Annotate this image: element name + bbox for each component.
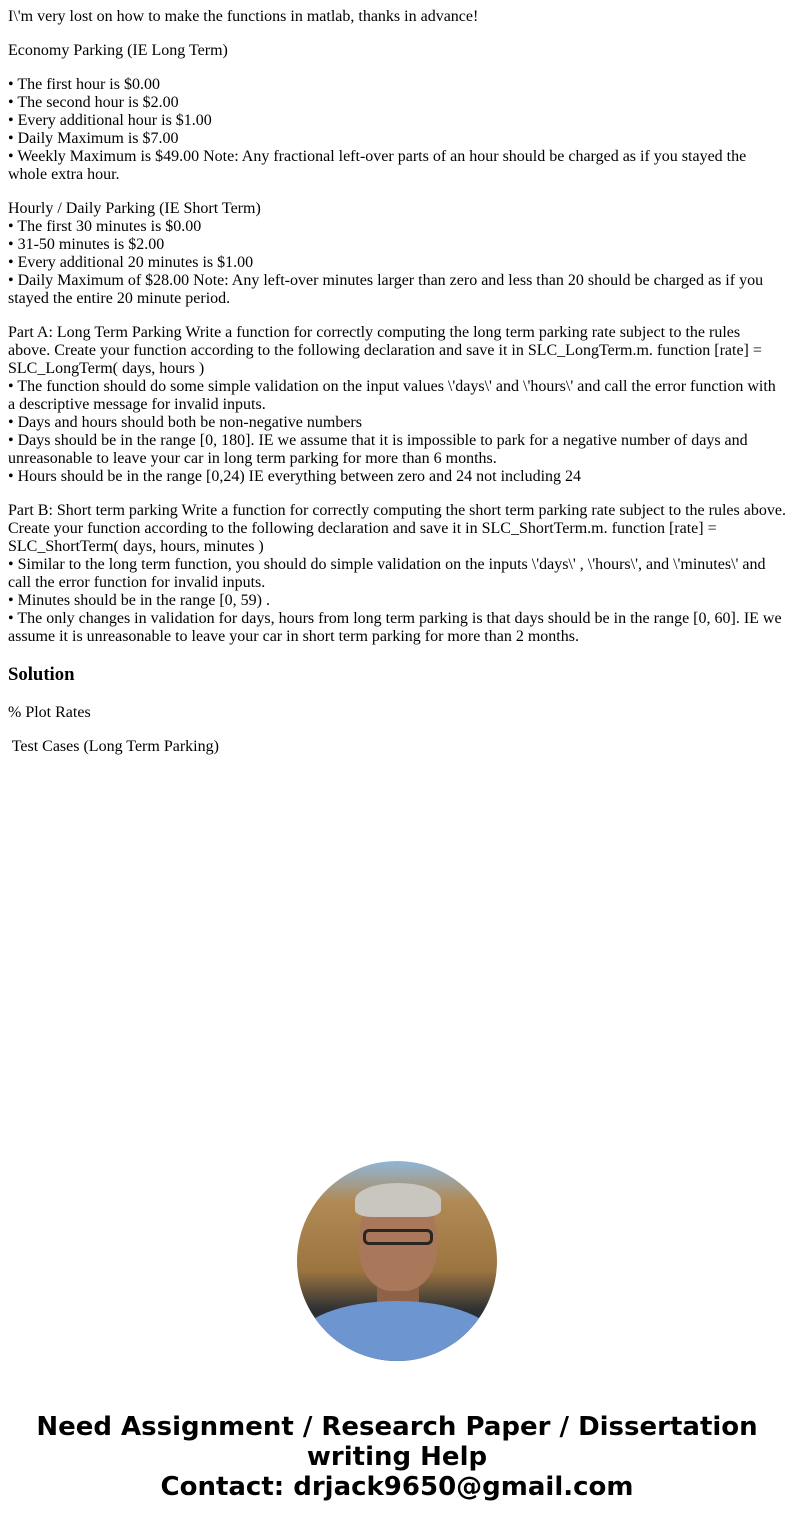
rule: • Minutes should be in the range [0, 59) . [8, 592, 270, 609]
part-a [8, 324, 786, 486]
part-a-text: Part A: Long Term Parking Write a function for correctly computing the long term parking rate subject to the rules above. Create your function according to the following declaration and save it in SLC_LongTerm.m. function [rate] = SLC_LongTerm( days, hours ) [8, 324, 762, 377]
rule: • The only changes in validation for days, hours from long term parking is that days should be in the range [0, 60]. IE we assume it is unreasonable to leave your car in short term parking for more than 2 months. [8, 610, 782, 645]
hourly-title: Hourly / Daily Parking (IE Short Term) [8, 200, 261, 217]
rule: • The second hour is $2.00 [8, 94, 179, 111]
rule: • The function should do some simple validation on the input values \'days\' and \'hours\' and call the error function with a descriptive message for invalid inputs. [8, 378, 776, 413]
contact-footer [0, 1412, 794, 1502]
rule: • Every additional 20 minutes is $1.00 [8, 254, 254, 271]
rule: • Daily Maximum of $28.00 Note: Any left-over minutes larger than zero and less than 20 should be charged as if you stayed the entire 20 minute period. [8, 272, 764, 307]
footer-headline: Need Assignment / Research Paper / Dissertation writing Help [36, 1412, 758, 1472]
rule: • 31-50 minutes is $2.00 [8, 236, 165, 253]
avatar-shirt [297, 1301, 497, 1361]
economy-title: Economy Parking (IE Long Term) [8, 42, 228, 59]
rule: • Hours should be in the range [0,24) IE everything between zero and 24 not including 24 [8, 468, 582, 485]
rule: • Weekly Maximum is $49.00 Note: Any fractional left-over parts of an hour should be charged as if you stayed the whole extra hour. [8, 148, 747, 183]
rule: • Days and hours should both be non-negative numbers [8, 414, 362, 431]
intro-text: I\'m very lost on how to make the functions in matlab, thanks in advance! [8, 8, 479, 25]
avatar-glasses [363, 1229, 433, 1245]
rule: • The first hour is $0.00 [8, 76, 160, 93]
part-b-text: Part B: Short term parking Write a function for correctly computing the short term parking rate subject to the rules above. Create your function according to the following declaration and save it in SLC_ShortTerm.m. function [rate] = SLC_ShortTerm( days, hours, minutes ) [8, 502, 786, 555]
economy-rules [8, 76, 786, 184]
rule: • Days should be in the range [0, 180]. IE we assume that it is impossible to park for a negative number of days and unreasonable to leave your car in long term parking for more than 6 months. [8, 432, 748, 467]
part-b [8, 502, 786, 646]
hourly-section [8, 200, 786, 308]
rule: • Daily Maximum is $7.00 [8, 130, 179, 147]
author-avatar [297, 1161, 497, 1361]
rule: • Every additional hour is $1.00 [8, 112, 212, 129]
footer-contact: Contact: drjack9650@gmail.com [160, 1472, 634, 1502]
solution-line: % Plot Rates [8, 704, 91, 721]
question-content [0, 8, 794, 756]
rule: • The first 30 minutes is $0.00 [8, 218, 202, 235]
avatar-hair [355, 1183, 441, 1217]
solution-heading: Solution [8, 664, 75, 685]
rule: • Similar to the long term function, you should do simple validation on the inputs \'days\' , \'hours\', and \'minutes\' and call the error function for invalid inputs. [8, 556, 766, 591]
solution-line: Test Cases (Long Term Parking) [8, 738, 219, 755]
